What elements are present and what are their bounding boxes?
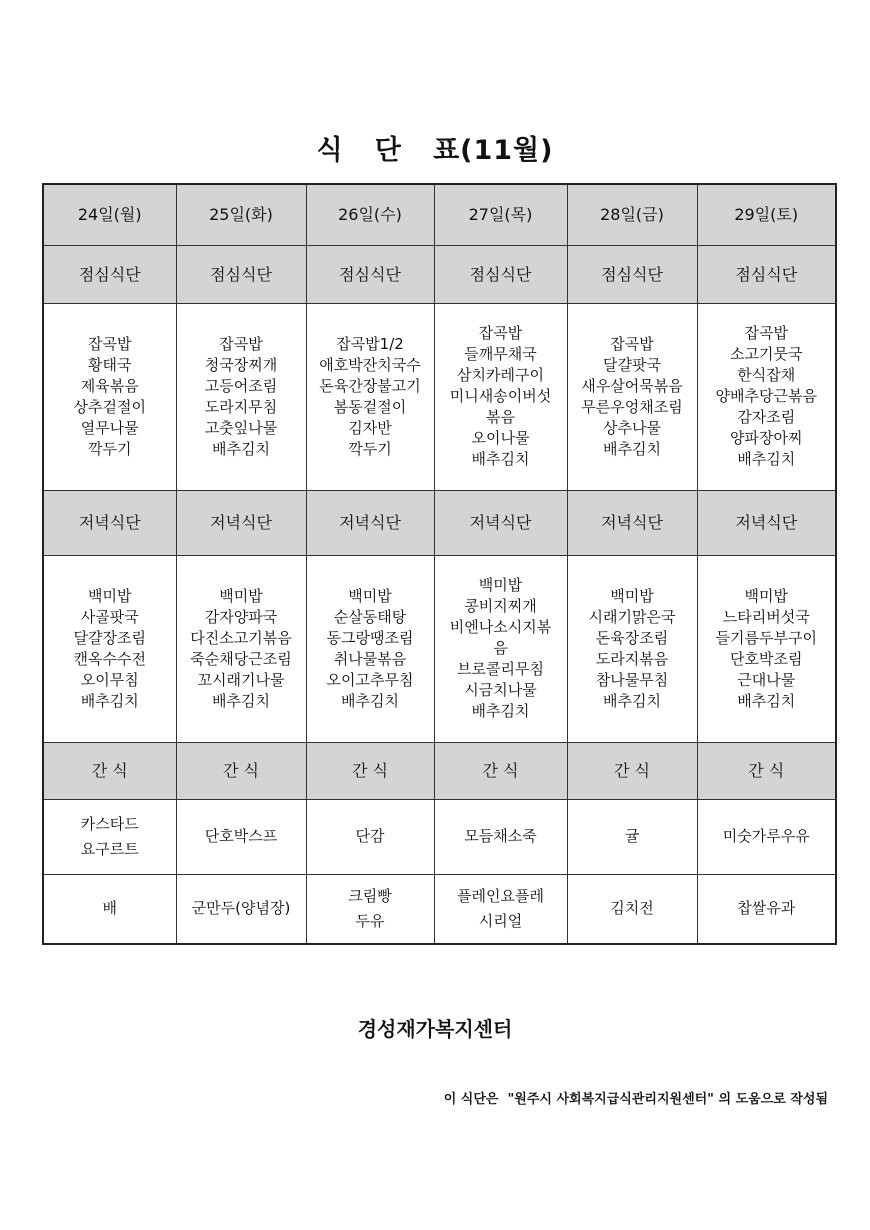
menu-item: 콩비지찌개 <box>464 597 537 615</box>
section-label: 간 식 <box>306 742 434 799</box>
menu-item: 군만두(양념장) <box>191 899 291 918</box>
menu-item: 잡곡밥 <box>219 334 263 353</box>
day-header: 25일(화) <box>176 184 306 245</box>
menu-cell <box>306 303 434 490</box>
menu-item: 단호박스프 <box>204 827 278 845</box>
menu-item: 도라지볶음 <box>595 649 669 668</box>
snack-cell <box>567 874 697 944</box>
menu-item: 찹쌀유과 <box>737 899 796 918</box>
menu-item: 미니새송이버섯 <box>449 387 552 405</box>
menu-item: 청국장찌개 <box>204 355 278 374</box>
menu-item: 상추겉절이 <box>73 397 146 416</box>
menu-cell <box>567 303 697 490</box>
menu-cell <box>176 303 306 490</box>
menu-item: 단호박조림 <box>730 649 803 668</box>
menu-item: 열무나물 <box>80 418 139 437</box>
menu-item: 배추김치 <box>212 691 270 710</box>
menu-item: 배추김치 <box>341 691 399 710</box>
snack-cell <box>43 874 176 944</box>
menu-item: 도라지무침 <box>204 397 278 416</box>
menu-cell <box>434 303 567 490</box>
menu-item: 제육볶음 <box>80 376 139 395</box>
section-label: 저녁식단 <box>306 490 434 555</box>
menu-item: 잡곡밥 <box>478 324 523 342</box>
section-label: 저녁식단 <box>176 490 306 555</box>
snack-cell <box>43 799 176 874</box>
menu-item: 봄동겉절이 <box>333 397 407 416</box>
menu-item: 죽순채당근조림 <box>190 649 292 668</box>
menu-item: 백미밥 <box>744 586 788 605</box>
menu-item: 배추김치 <box>737 691 796 710</box>
menu-item: 배추김치 <box>80 691 139 710</box>
menu-item: 양배추당근볶음 <box>715 387 817 405</box>
menu-item: 잡곡밥 <box>610 334 654 353</box>
section-label: 점심식단 <box>434 245 567 303</box>
menu-item: 플레인요플레 <box>457 886 544 905</box>
menu-item: 캔옥수수전 <box>73 649 146 668</box>
snack-header-row <box>43 742 836 799</box>
section-label: 저녁식단 <box>43 490 176 555</box>
menu-cell <box>43 555 176 742</box>
menu-item: 시금치나물 <box>464 681 537 699</box>
menu-item: 배추김치 <box>603 439 661 458</box>
menu-item: 오이나물 <box>471 429 530 447</box>
menu-item: 한식잡채 <box>737 366 796 384</box>
section-label: 점심식단 <box>567 245 697 303</box>
section-label: 간 식 <box>567 742 697 799</box>
menu-item: 잡곡밥1/2 <box>336 334 404 353</box>
section-label: 간 식 <box>176 742 306 799</box>
menu-item: 미숫가루우유 <box>722 827 810 845</box>
menu-item: 배추김치 <box>737 450 796 468</box>
menu-item: 양파장아찌 <box>730 429 803 447</box>
section-label: 점심식단 <box>306 245 434 303</box>
menu-item: 단감 <box>355 827 385 845</box>
menu-item: 취나물볶음 <box>333 649 407 668</box>
day-header: 24일(월) <box>43 184 176 245</box>
menu-item: 백미밥 <box>88 586 132 605</box>
snack-row-2 <box>43 874 836 944</box>
menu-item: 배추김치 <box>603 691 661 710</box>
menu-item: 배추김치 <box>471 450 530 468</box>
menu-item: 오이무침 <box>80 670 139 689</box>
snack-cell <box>697 874 836 944</box>
menu-item: 돈육장조림 <box>595 628 669 647</box>
menu-item: 백미밥 <box>348 586 392 605</box>
menu-item: 배추김치 <box>212 439 270 458</box>
menu-cell <box>176 555 306 742</box>
menu-item: 애호박잔치국수 <box>319 355 421 374</box>
day-header: 26일(수) <box>306 184 434 245</box>
menu-item: 참나물무침 <box>595 670 669 689</box>
snack-cell <box>434 874 567 944</box>
snack-row-1 <box>43 799 836 874</box>
credit-note: 이 식단은 "원주시 사회복지급식관리지원센터" 의 도움으로 작성됨 <box>443 1092 828 1107</box>
menu-item: 상추나물 <box>603 418 661 437</box>
menu-cell <box>43 303 176 490</box>
section-label: 간 식 <box>434 742 567 799</box>
menu-item: 시리얼 <box>478 911 523 930</box>
menu-item: 느타리버섯국 <box>722 607 810 626</box>
menu-item: 비엔나소시지볶 <box>449 618 552 636</box>
menu-item: 배 <box>102 899 117 918</box>
section-label: 점심식단 <box>176 245 306 303</box>
menu-item: 소고기뭇국 <box>730 345 803 363</box>
snack-cell <box>306 799 434 874</box>
menu-cell <box>306 555 434 742</box>
menu-item: 고등어조림 <box>204 376 278 395</box>
meal-plan-table <box>42 183 837 945</box>
dinner-header-row <box>43 490 836 555</box>
snack-cell <box>434 799 567 874</box>
menu-item: 볶음 <box>486 408 515 426</box>
section-label: 간 식 <box>43 742 176 799</box>
menu-item: 들깨무채국 <box>464 345 537 363</box>
day-header: 28일(금) <box>567 184 697 245</box>
section-label: 간 식 <box>697 742 836 799</box>
menu-item: 삼치카레구이 <box>457 366 544 384</box>
organization-name: 경성재가복지센터 <box>357 1017 513 1041</box>
snack-cell <box>306 874 434 944</box>
menu-cell <box>567 555 697 742</box>
menu-item: 배추김치 <box>471 702 530 720</box>
section-label: 저녁식단 <box>567 490 697 555</box>
section-label: 점심식단 <box>697 245 836 303</box>
menu-item: 꼬시래기나물 <box>197 670 285 689</box>
menu-item: 귤 <box>624 827 640 845</box>
menu-item: 오이고추무침 <box>326 670 414 689</box>
menu-item: 김자반 <box>348 418 392 437</box>
menu-item: 감자양파국 <box>204 607 278 626</box>
menu-item: 순살동태탕 <box>333 607 407 626</box>
menu-item: 동그랑땡조림 <box>326 628 414 647</box>
snack-cell <box>176 874 306 944</box>
menu-item: 두유 <box>355 911 385 930</box>
menu-item: 요구르트 <box>80 839 139 858</box>
lunch-menu-row <box>43 303 836 490</box>
section-label: 저녁식단 <box>434 490 567 555</box>
section-label: 저녁식단 <box>697 490 836 555</box>
menu-item: 김치전 <box>610 899 654 918</box>
day-header: 29일(토) <box>697 184 836 245</box>
snack-cell <box>697 799 836 874</box>
menu-cell <box>434 555 567 742</box>
menu-item: 고춧잎나물 <box>204 418 278 437</box>
menu-item: 백미밥 <box>478 576 523 594</box>
snack-cell <box>567 799 697 874</box>
menu-item: 새우살어묵볶음 <box>581 376 683 395</box>
menu-cell <box>697 555 836 742</box>
section-label: 점심식단 <box>43 245 176 303</box>
menu-item: 모듬채소죽 <box>464 827 537 845</box>
menu-cell <box>697 303 836 490</box>
menu-item: 백미밥 <box>610 586 654 605</box>
menu-item: 잡곡밥 <box>88 334 132 353</box>
menu-item: 근대나물 <box>737 670 796 689</box>
menu-item: 시래기맑은국 <box>588 607 676 626</box>
menu-item: 무른우엉채조림 <box>581 397 683 416</box>
menu-item: 황태국 <box>88 355 132 374</box>
day-header: 27일(목) <box>434 184 567 245</box>
menu-item: 잡곡밥 <box>744 324 788 342</box>
menu-item: 백미밥 <box>219 586 263 605</box>
menu-item: 달걀장조림 <box>73 628 146 647</box>
menu-item: 감자조림 <box>737 408 796 426</box>
menu-item: 브로콜리무침 <box>457 660 544 678</box>
menu-item: 카스타드 <box>80 814 139 833</box>
menu-item: 크림빵 <box>348 886 392 905</box>
lunch-header-row <box>43 245 836 303</box>
menu-item: 다진소고기볶음 <box>190 628 292 647</box>
menu-item: 음 <box>493 639 508 657</box>
snack-cell <box>176 799 306 874</box>
dinner-menu-row <box>43 555 836 742</box>
menu-item: 깍두기 <box>348 439 392 458</box>
day-header-row <box>43 184 836 245</box>
page-title: 식 단 표(11월) <box>316 135 554 166</box>
menu-item: 깍두기 <box>88 439 132 458</box>
menu-item: 돈육간장불고기 <box>319 376 421 395</box>
menu-item: 들기름두부구이 <box>715 628 817 647</box>
menu-item: 사골팟국 <box>80 607 139 626</box>
menu-item: 달걀팟국 <box>603 355 661 374</box>
